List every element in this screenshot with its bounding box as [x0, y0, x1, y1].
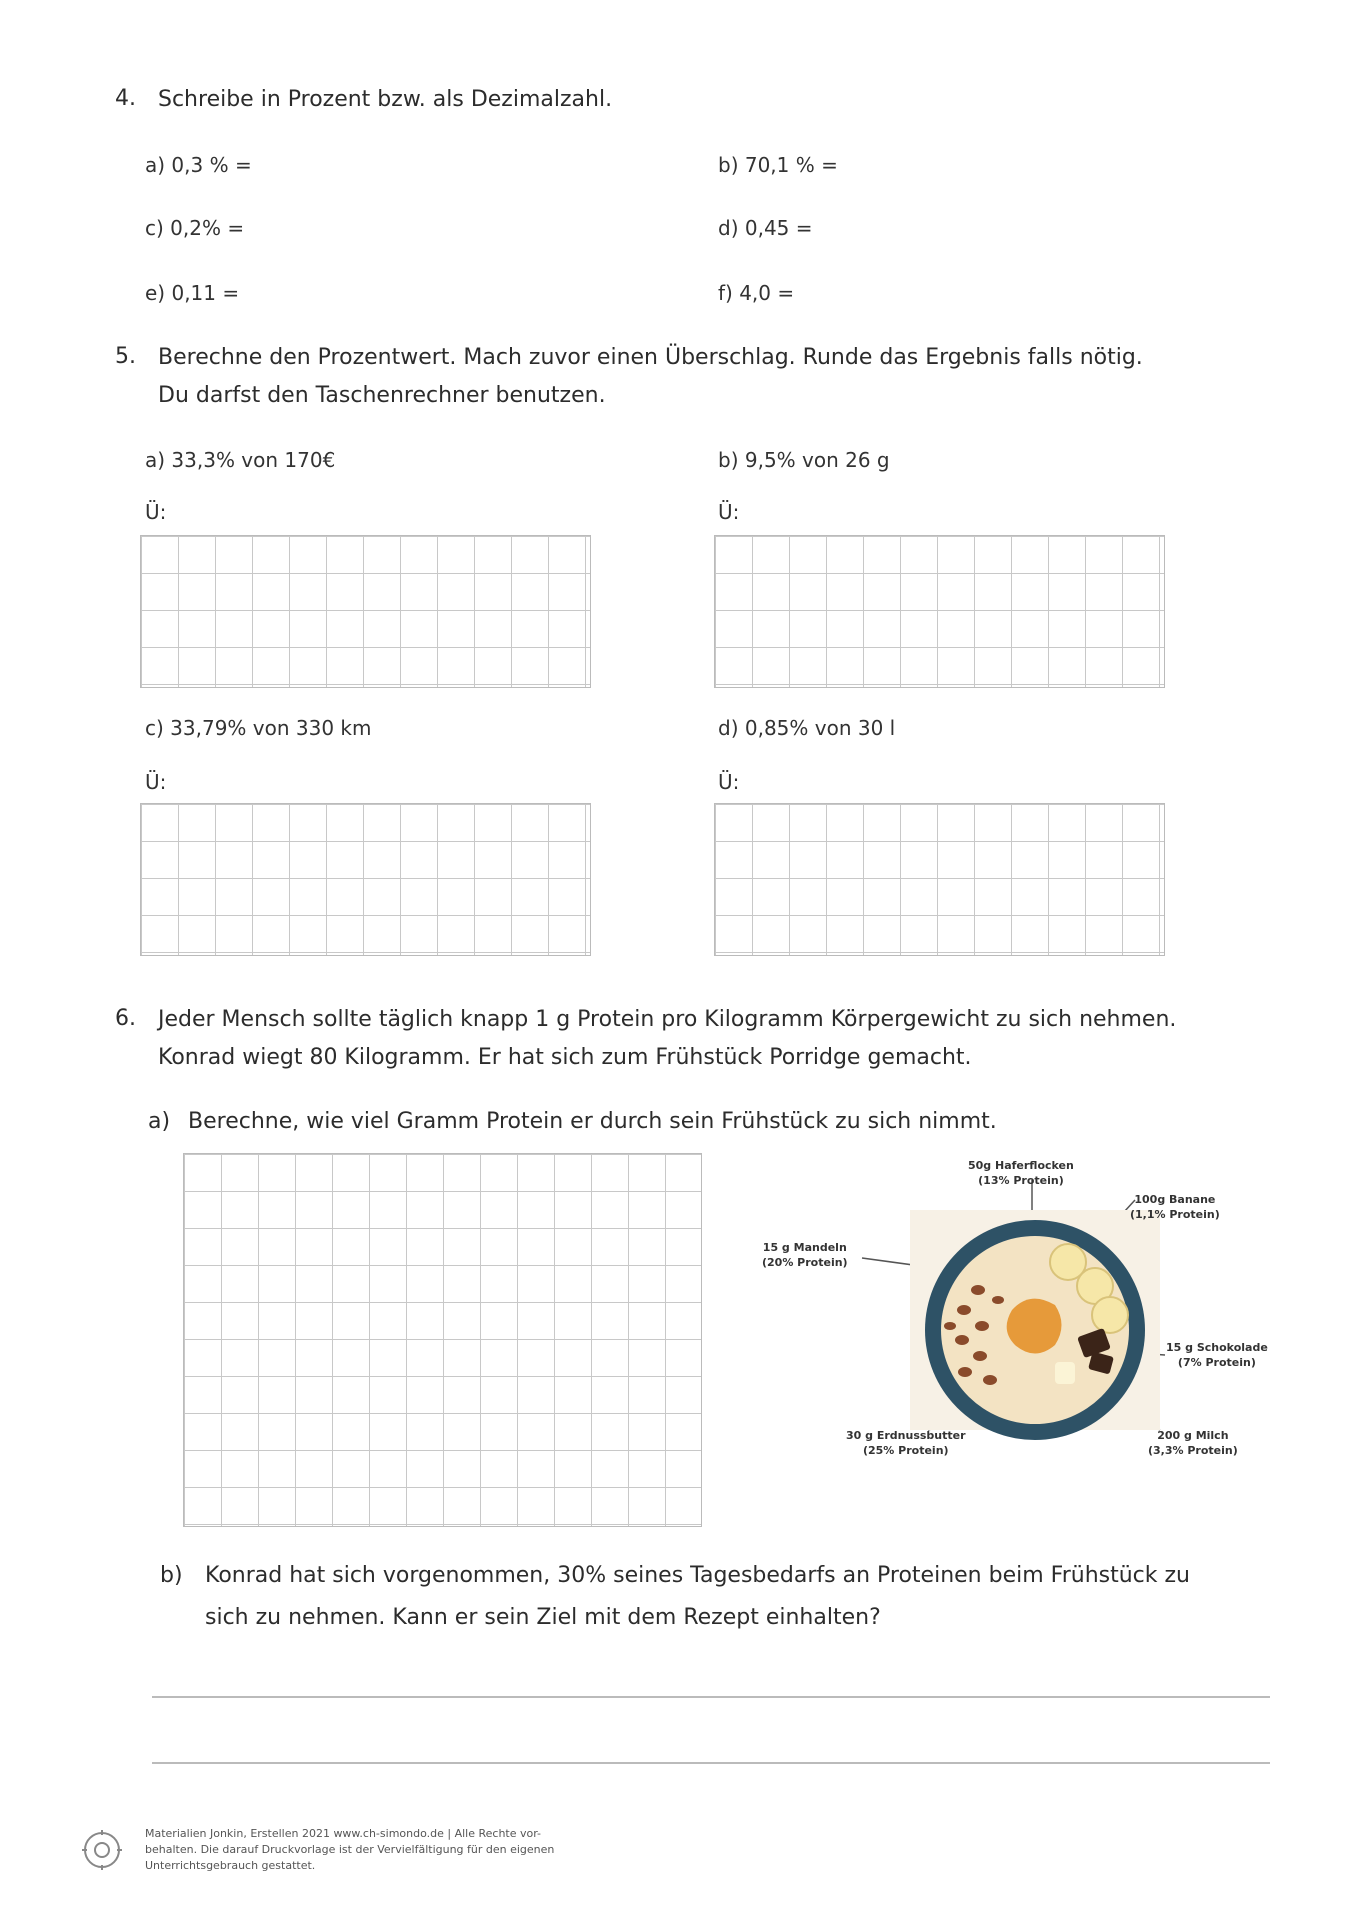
task-5b-estimate-label: Ü:: [718, 500, 740, 524]
answer-line-2[interactable]: [152, 1762, 1270, 1764]
task-6a-label: a): [148, 1109, 171, 1134]
task-6a-grid[interactable]: [183, 1153, 702, 1527]
task-6-number: 6.: [115, 1006, 136, 1031]
callout-milk: 200 g Milch (3,3% Protein): [1148, 1429, 1238, 1457]
task-4e: e) 0,11 =: [145, 281, 240, 305]
task-5d-grid[interactable]: [714, 803, 1165, 956]
task-5a-grid[interactable]: [140, 535, 591, 688]
task-6a-text: Berechne, wie viel Gramm Protein er durch sein Frühstück zu sich nimmt.: [188, 1109, 997, 1134]
task-6b-label: b): [160, 1563, 183, 1588]
task-5-instruction-line1: Berechne den Prozentwert. Mach zuvor einen Überschlag. Runde das Ergebnis falls nötig.: [158, 345, 1143, 370]
task-6-intro-line1: Jeder Mensch sollte täglich knapp 1 g Protein pro Kilogramm Körpergewicht zu sich nehmen.: [158, 1007, 1177, 1032]
task-6b-text-line2: sich zu nehmen. Kann er sein Ziel mit dem Rezept einhalten?: [205, 1605, 881, 1630]
task-5c-estimate-label: Ü:: [145, 770, 167, 794]
callout-banana: 100g Banane (1,1% Protein): [1130, 1193, 1220, 1221]
task-5b-grid[interactable]: [714, 535, 1165, 688]
task-4c: c) 0,2% =: [145, 216, 245, 240]
task-4-instruction: Schreibe in Prozent bzw. als Dezimalzahl.: [158, 87, 613, 112]
task-5d-estimate-label: Ü:: [718, 770, 740, 794]
task-5-instruction-line2: Du darfst den Taschenrechner benutzen.: [158, 383, 606, 408]
task-5d: d) 0,85% von 30 l: [718, 716, 896, 740]
task-4b: b) 70,1 % =: [718, 153, 838, 177]
task-5a-estimate-label: Ü:: [145, 500, 167, 524]
publisher-logo-icon: [80, 1828, 124, 1872]
task-4d: d) 0,45 =: [718, 216, 813, 240]
callout-peanut-butter: 30 g Erdnussbutter (25% Protein): [846, 1429, 966, 1457]
task-5-number: 5.: [115, 344, 136, 369]
task-6b-text-line1: Konrad hat sich vorgenommen, 30% seines Tagesbedarfs an Proteinen beim Frühstück zu: [205, 1563, 1190, 1588]
callout-almonds: 15 g Mandeln (20% Protein): [762, 1241, 848, 1269]
banana-chunk-icon: [1055, 1362, 1075, 1384]
task-6-intro-line2: Konrad wiegt 80 Kilogramm. Er hat sich zum Frühstück Porridge gemacht.: [158, 1045, 972, 1070]
callout-chocolate: 15 g Schokolade (7% Protein): [1166, 1341, 1268, 1369]
task-4-number: 4.: [115, 86, 136, 111]
task-4f: f) 4,0 =: [718, 281, 795, 305]
task-5c-grid[interactable]: [140, 803, 591, 956]
task-5c: c) 33,79% von 330 km: [145, 716, 372, 740]
task-4a: a) 0,3 % =: [145, 153, 252, 177]
answer-line-1[interactable]: [152, 1696, 1270, 1698]
callout-oats: 50g Haferflocken (13% Protein): [968, 1159, 1074, 1187]
task-5b: b) 9,5% von 26 g: [718, 448, 890, 472]
task-5a: a) 33,3% von 170€: [145, 448, 336, 472]
footer-copyright: Materialien Jonkin, Erstellen 2021 www.ch-simondo.de | Alle Rechte vor- behalten. Die darauf Druckvorlage ist der Vervielfältigung für den eigenen Unterrichtsgebrauch gestattet.: [145, 1827, 555, 1872]
